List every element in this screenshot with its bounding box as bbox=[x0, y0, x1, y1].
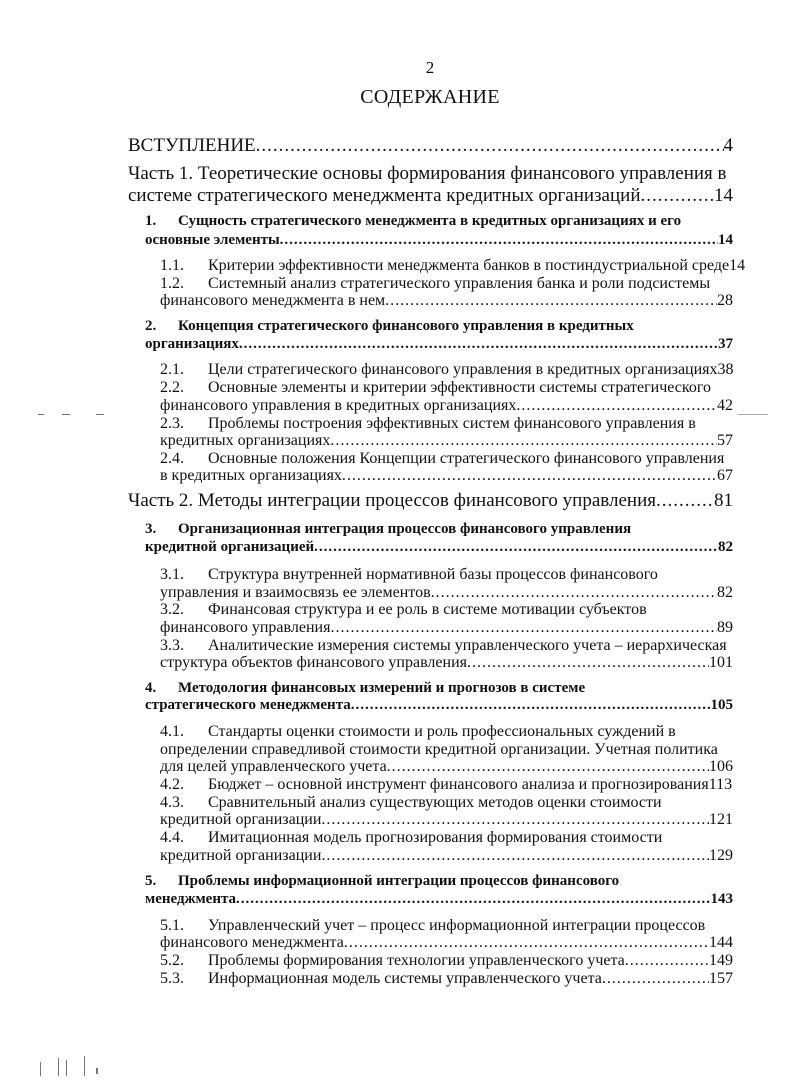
entry-title: менеджмента bbox=[145, 891, 237, 907]
entry-title: кредитной организации bbox=[160, 847, 322, 864]
dot-leader bbox=[656, 491, 714, 512]
toc-section-4[interactable] bbox=[145, 697, 733, 714]
entry-page: 157 bbox=[709, 970, 733, 987]
entry-title: структура объектов финансового управления bbox=[160, 654, 467, 671]
dot-leader bbox=[321, 847, 709, 865]
toc-subsection-4-4[interactable] bbox=[160, 847, 733, 865]
scan-artifact bbox=[96, 1068, 98, 1074]
entry-number: 4.2. bbox=[160, 776, 184, 793]
entry-title: Структура внутренней нормативной базы процессов финансового bbox=[208, 566, 658, 583]
entry-title: Проблемы информационной интеграции процессов финансового bbox=[178, 873, 620, 889]
dot-leader bbox=[344, 934, 709, 952]
entry-number: 2.3. bbox=[160, 415, 184, 432]
toc-subsection-2-3-line[interactable] bbox=[160, 415, 696, 433]
entry-title: Сравнительный анализ существующих методов оценки стоимости bbox=[208, 794, 662, 811]
toc-subsection-3-2-line[interactable] bbox=[160, 601, 647, 619]
toc-entry-intro[interactable] bbox=[128, 136, 733, 157]
entry-title: Финансовая структура и ее роль в системе мотивации субъектов bbox=[208, 601, 647, 618]
toc-part-2[interactable] bbox=[128, 491, 733, 512]
toc-subsection-2-3[interactable] bbox=[160, 432, 733, 450]
entry-page: 4 bbox=[723, 135, 733, 156]
entry-number: 3.2. bbox=[160, 601, 184, 618]
dot-leader bbox=[256, 136, 724, 157]
entry-page: 14 bbox=[729, 257, 746, 274]
toc-part-1[interactable] bbox=[128, 186, 733, 207]
entry-title: Критерии эффективности менеджмента банков в постиндустриальной среде bbox=[208, 257, 730, 274]
entry-title: Методология финансовых измерений и прогнозов в системе bbox=[178, 680, 586, 696]
entry-title: Системный анализ стратегического управления банка и роли подсистемы bbox=[208, 275, 711, 292]
dot-leader bbox=[351, 697, 711, 714]
toc-section-3-line[interactable] bbox=[145, 521, 631, 538]
entry-page: 106 bbox=[709, 758, 733, 775]
toc-subsection-1-2[interactable] bbox=[160, 292, 733, 310]
entry-title: Основные положения Концепции стратегического финансового управления bbox=[208, 450, 725, 467]
entry-number: 5.1. bbox=[160, 917, 184, 934]
toc-section-2[interactable] bbox=[145, 336, 733, 353]
toc-subsection-4-3-line[interactable] bbox=[160, 794, 662, 812]
entry-title: Аналитические измерения системы управленческого учета – иерархическая bbox=[208, 637, 727, 654]
dot-leader bbox=[314, 539, 718, 556]
entry-title: Имитационная модель прогнозирования формирования стоимости bbox=[208, 829, 663, 846]
toc-section-3[interactable] bbox=[145, 539, 733, 556]
toc-subsection-3-3-line[interactable] bbox=[160, 637, 727, 655]
entry-title: Цели стратегического финансового управления в кредитных организациях bbox=[208, 361, 718, 378]
entry-number: 4. bbox=[145, 680, 157, 696]
entry-number: 2.1. bbox=[160, 361, 184, 378]
entry-title: Информационная модель системы управленческого учета bbox=[208, 970, 602, 987]
toc-subsection-4-1[interactable] bbox=[160, 758, 733, 776]
entry-title: кредитных организациях bbox=[160, 432, 331, 449]
entry-page: 105 bbox=[710, 697, 733, 713]
entry-page: 143 bbox=[710, 891, 733, 907]
entry-title: кредитной организации bbox=[160, 811, 322, 828]
entry-title: управления и взаимосвязь ее элементов bbox=[160, 584, 431, 601]
toc-section-5[interactable] bbox=[145, 891, 733, 908]
scan-artifact bbox=[738, 414, 768, 415]
entry-number: 1. bbox=[145, 213, 157, 229]
toc-subsection-2-1[interactable] bbox=[160, 361, 734, 379]
entry-page: 121 bbox=[709, 811, 733, 828]
toc-subsection-3-3[interactable] bbox=[160, 654, 733, 672]
toc-subsection-2-4-line[interactable] bbox=[160, 450, 724, 468]
entry-number: 4.4. bbox=[160, 829, 184, 846]
toc-subsection-3-1-line[interactable] bbox=[160, 566, 658, 584]
toc-subsection-4-1-line[interactable]: определении справедливой стоимости кредитной организации. Учетная политика bbox=[160, 741, 718, 758]
entry-number: 3.1. bbox=[160, 566, 184, 583]
entry-title: финансового менеджмента в нем bbox=[160, 292, 386, 309]
entry-number: 5. bbox=[145, 873, 157, 889]
entry-number: 1.2. bbox=[160, 275, 184, 292]
scan-artifact bbox=[84, 1056, 85, 1076]
entry-title: Бюджет – основной инструмент финансового анализа и прогнозирования bbox=[208, 776, 709, 793]
entry-number: 2. bbox=[145, 318, 157, 334]
entry-page: 144 bbox=[709, 934, 733, 951]
scan-artifact bbox=[40, 1062, 41, 1076]
entry-title: ВСТУПЛЕНИЕ bbox=[128, 135, 256, 156]
toc-subsection-4-4-line[interactable] bbox=[160, 829, 662, 847]
dot-leader bbox=[342, 467, 717, 485]
entry-page: 57 bbox=[717, 432, 733, 449]
entry-page: 129 bbox=[709, 847, 733, 864]
entry-title: финансового управления в кредитных организациях bbox=[160, 397, 517, 414]
scan-artifact bbox=[58, 1058, 59, 1076]
entry-page: 42 bbox=[717, 397, 733, 414]
entry-title: Часть 2. Методы интеграции процессов финансового управления bbox=[128, 490, 656, 511]
toc-subsection-5-2[interactable] bbox=[160, 952, 733, 970]
entry-title: Основные элементы и критерии эффективности системы стратегического bbox=[208, 379, 712, 396]
toc-section-4-line[interactable] bbox=[145, 680, 585, 697]
dot-leader bbox=[280, 232, 718, 249]
entry-page: 28 bbox=[717, 292, 733, 309]
toc-subsection-5-1-line[interactable] bbox=[160, 917, 705, 935]
toc-section-2-line[interactable] bbox=[145, 318, 634, 335]
dot-leader bbox=[330, 432, 717, 450]
entry-number: 4.1. bbox=[160, 723, 184, 740]
dot-leader bbox=[239, 336, 718, 353]
entry-page: 14 bbox=[718, 232, 733, 248]
dot-leader bbox=[321, 811, 709, 829]
scan-artifact bbox=[96, 414, 104, 415]
entry-number: 3. bbox=[145, 521, 157, 537]
entry-page: 37 bbox=[718, 336, 733, 352]
entry-page: 82 bbox=[717, 584, 733, 601]
toc-section-1[interactable] bbox=[145, 232, 733, 249]
toc-part-1-line[interactable]: Часть 1. Теоретические основы формирования финансового управления в bbox=[128, 163, 727, 184]
toc-section-5-line[interactable] bbox=[145, 873, 619, 890]
dot-leader bbox=[625, 952, 709, 970]
entry-title: финансового менеджмента bbox=[160, 934, 344, 951]
entry-page: 101 bbox=[709, 654, 733, 671]
dot-leader bbox=[641, 186, 715, 207]
entry-number: 1.1. bbox=[160, 257, 184, 274]
toc-subsection-3-2[interactable] bbox=[160, 619, 733, 637]
entry-number: 3.3. bbox=[160, 637, 184, 654]
entry-title: Проблемы построения эффективных систем финансового управления в bbox=[208, 415, 696, 432]
dot-leader bbox=[385, 292, 717, 310]
toc-subsection-2-2-line[interactable] bbox=[160, 379, 711, 397]
entry-title: Проблемы формирования технологии управленческого учета bbox=[208, 952, 625, 969]
dot-leader bbox=[387, 758, 709, 776]
entry-title: Сущность стратегического менеджмента в кредитных организациях и его bbox=[178, 213, 682, 229]
scan-artifact bbox=[62, 414, 70, 415]
entry-page: 67 bbox=[717, 467, 733, 484]
entry-page: 81 bbox=[714, 490, 733, 511]
entry-title: Стандарты оценки стоимости и роль профессиональных суждений в bbox=[208, 723, 676, 740]
entry-title: кредитной организацией bbox=[145, 539, 315, 555]
toc-subsection-4-1-line[interactable] bbox=[160, 723, 676, 741]
entry-number: 5.2. bbox=[160, 952, 184, 969]
toc-subsection-5-1[interactable] bbox=[160, 934, 733, 952]
entry-number: 2.4. bbox=[160, 450, 184, 467]
toc-subsection-1-1[interactable] bbox=[160, 257, 745, 275]
page-title: СОДЕРЖАНИЕ bbox=[360, 86, 500, 108]
dot-leader bbox=[236, 891, 710, 908]
entry-page: 38 bbox=[717, 361, 734, 378]
toc-subsection-1-2-line[interactable] bbox=[160, 275, 710, 293]
entry-page: 89 bbox=[717, 619, 733, 636]
dot-leader bbox=[330, 619, 717, 637]
entry-title: стратегического менеджмента bbox=[145, 697, 351, 713]
entry-title: организациях bbox=[145, 336, 239, 352]
entry-number: 2.2. bbox=[160, 379, 184, 396]
entry-title: Концепция стратегического финансового управления в кредитных bbox=[178, 318, 634, 334]
dot-leader bbox=[516, 397, 717, 415]
page-number: 2 bbox=[425, 58, 435, 77]
entry-title: Управленческий учет – процесс информационной интеграции процессов bbox=[208, 917, 706, 934]
entry-page: 14 bbox=[714, 185, 733, 206]
entry-title: для целей управленческого учета bbox=[160, 758, 387, 775]
toc-subsection-2-2[interactable] bbox=[160, 397, 733, 415]
scan-artifact bbox=[66, 1060, 67, 1076]
entry-title: основные элементы bbox=[145, 232, 280, 248]
dot-leader bbox=[602, 970, 709, 988]
entry-page: 149 bbox=[709, 952, 733, 969]
entry-title: в кредитных организациях bbox=[160, 467, 342, 484]
toc-subsection-2-4[interactable] bbox=[160, 467, 733, 485]
toc-subsection-5-3[interactable] bbox=[160, 970, 733, 988]
entry-title: финансового управления bbox=[160, 619, 331, 636]
entry-number: 5.3. bbox=[160, 970, 184, 987]
toc-subsection-4-3[interactable] bbox=[160, 811, 733, 829]
entry-number: 4.3. bbox=[160, 794, 184, 811]
entry-page: 113 bbox=[708, 776, 733, 793]
toc-section-1-line[interactable] bbox=[145, 213, 681, 230]
dot-leader bbox=[431, 584, 717, 602]
entry-page: 82 bbox=[718, 539, 733, 555]
toc-subsection-4-2[interactable] bbox=[160, 776, 732, 794]
scan-artifact bbox=[38, 414, 44, 415]
entry-title: Организационная интеграция процессов финансового управления bbox=[178, 521, 632, 537]
entry-title: системе стратегического менеджмента кредитных организаций bbox=[128, 185, 641, 206]
toc-subsection-3-1[interactable] bbox=[160, 584, 733, 602]
dot-leader bbox=[467, 654, 709, 672]
